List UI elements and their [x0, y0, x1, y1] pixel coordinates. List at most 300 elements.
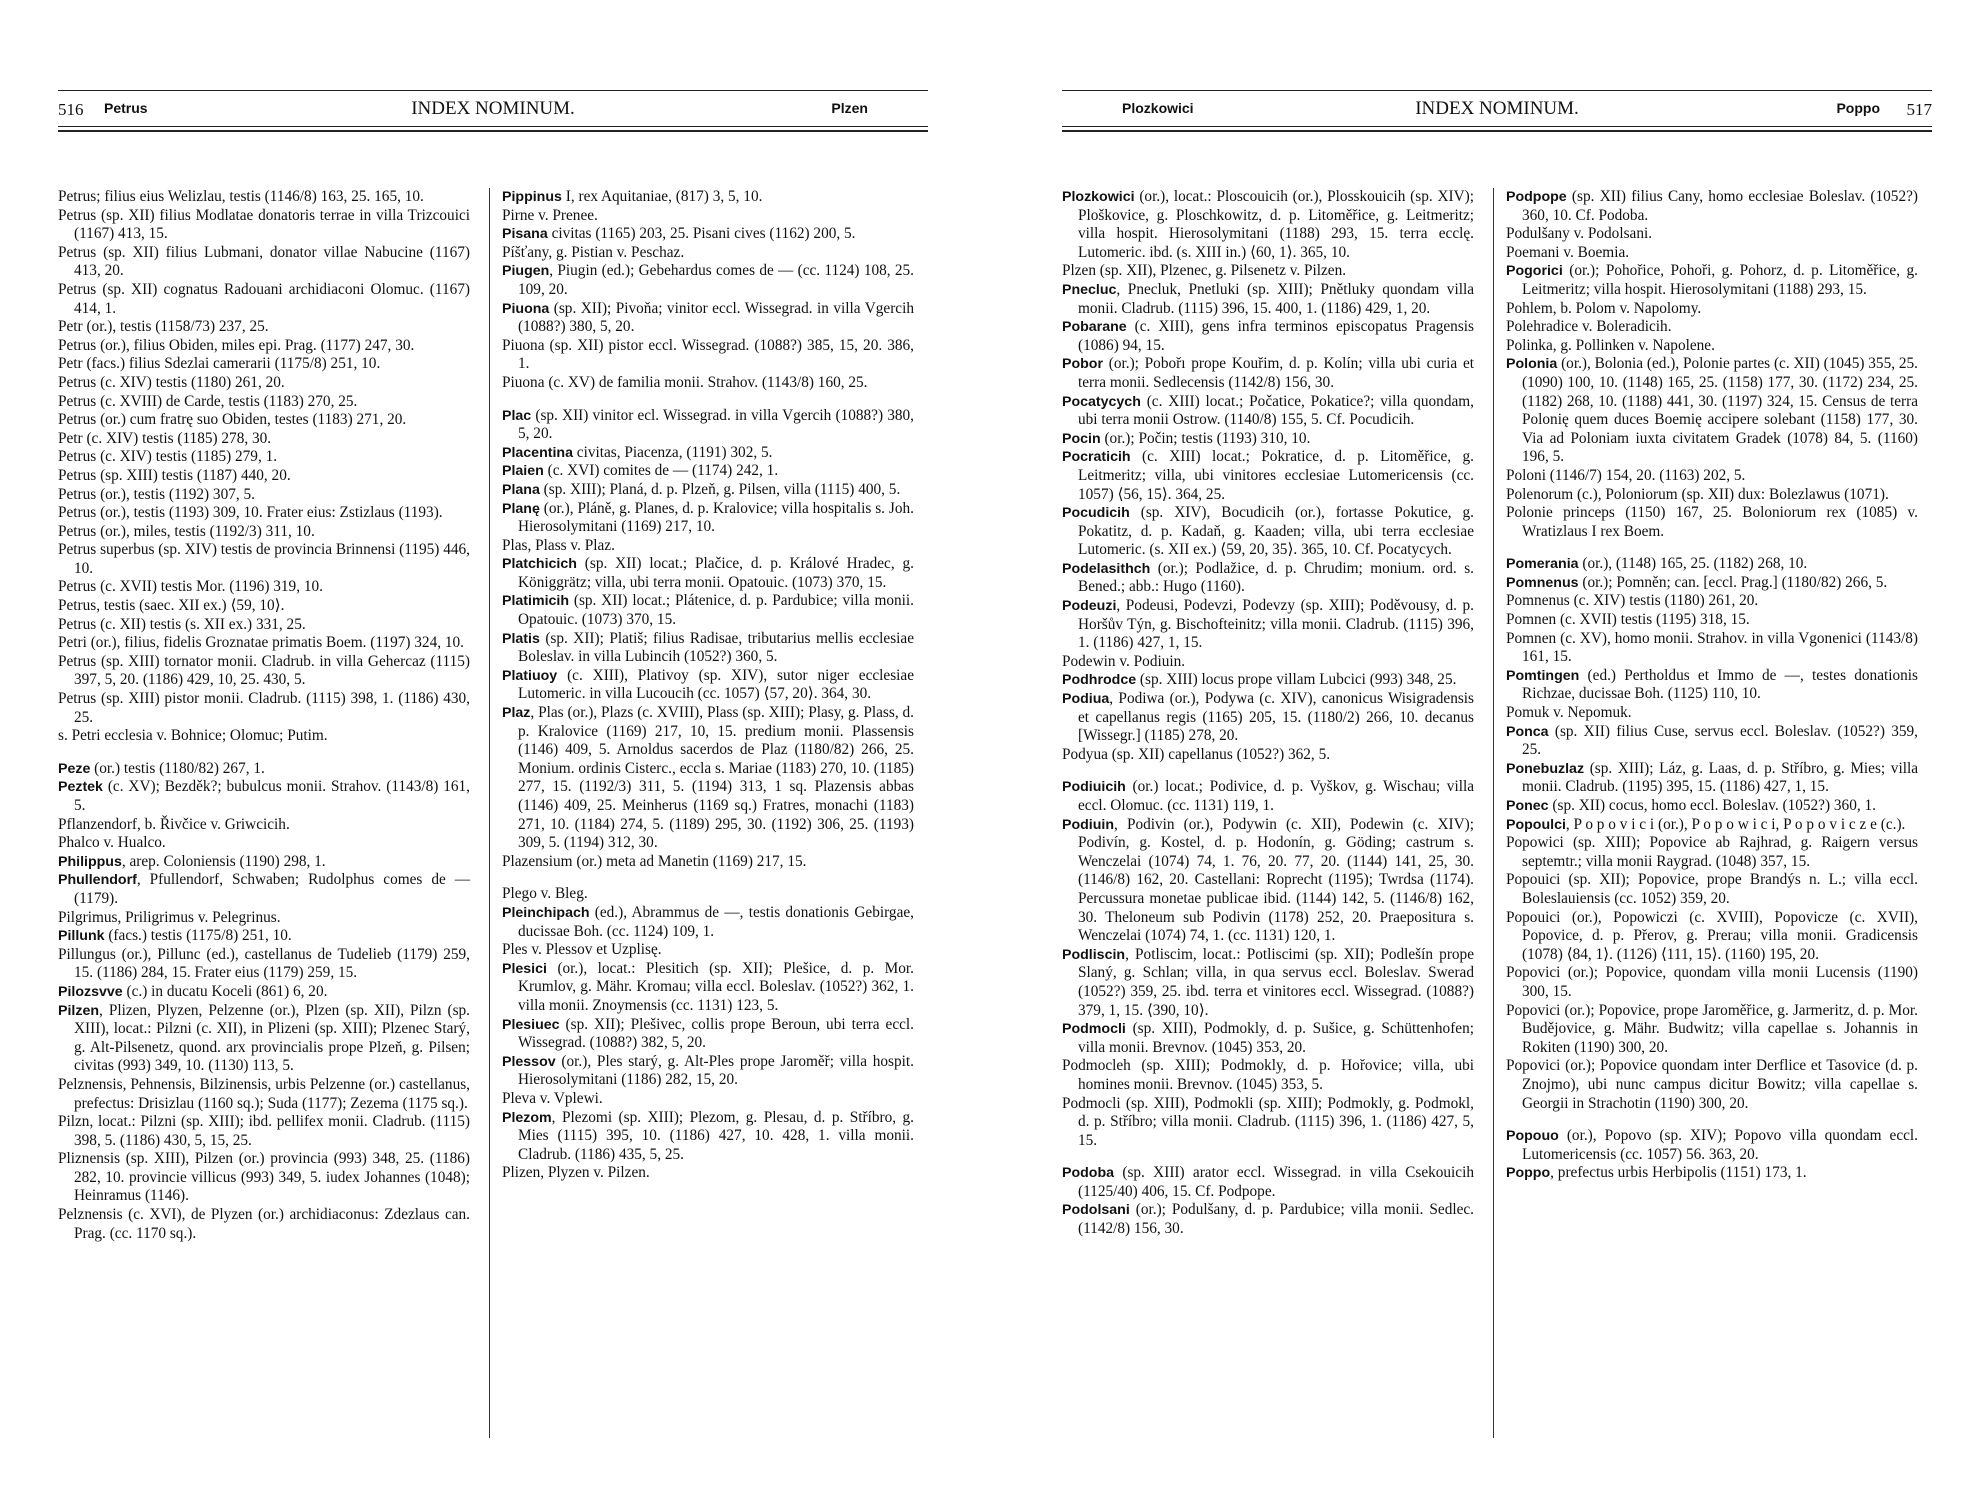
entry-text: Píšťany, g. Pistian v. Peschaz.	[502, 243, 685, 261]
entry-text: (sp. XII); Pivoňa; vinitor eccl. Wissegrad. in villa Vgercih (1088?) 380, 5, 20.	[518, 299, 914, 336]
index-entry	[1506, 816, 1918, 835]
header-rule-top	[1062, 90, 1932, 91]
entry-text: Ples v. Plessov et Uzplisę.	[502, 941, 662, 959]
entry-headword: Poppo	[1506, 1165, 1551, 1182]
index-entry	[58, 816, 470, 835]
entry-text: (c. XIII), Plativoy (sp. XIV), sutor niger ecclesiae Lutomeric. in villa Lucoucih (cc. 1057) ⟨57, 20⟩. 364, 30.	[518, 666, 914, 703]
index-entry	[1062, 653, 1474, 672]
index-entry	[1062, 597, 1474, 653]
index-entry	[58, 1206, 470, 1243]
entry-headword: Pomerania	[1506, 556, 1579, 573]
entry-headword: Philippus	[58, 853, 122, 870]
entry-text: Petrus (c. XVII) testis Mor. (1196) 319, 10.	[58, 578, 323, 596]
index-entry	[1062, 1095, 1474, 1151]
entry-text: Petrus (or.), miles, testis (1192/3) 311, 10.	[58, 522, 315, 540]
index-entry	[1062, 318, 1474, 355]
index-entry	[502, 941, 914, 960]
index-entry	[1062, 778, 1474, 815]
right-page	[1062, 0, 1932, 1500]
header-rule-bottom	[1062, 126, 1932, 127]
entry-text: (or.); Pomněn; can. [eccl. Prag.] (1180/82) 266, 5.	[1578, 573, 1888, 591]
index-entry	[1062, 448, 1474, 504]
entry-text: (or.); Počin; testis (1193) 310, 10.	[1100, 429, 1311, 447]
entry-text: (or.), Bolonia (ed.), Polonie partes (c. XII) (1045) 355, 25. (1090) 100, 10. (1148) 165, 25. (1158) 177, 30. (1172) 234, 25. (1182) 268, 10. (1188) 441, 30. (1197) 324, 15. Census de terra Polonię quem duces Boemię accipere solebant (1158) 177, 30. Via ad Poloniam iuxta civitatem Gradek (1078) 84, 5. (1160) 196, 5.	[1522, 355, 1918, 466]
entry-text: (sp. XIII), Podmokly, d. p. Sušice, g. Schüttenhofen; villa monii. Brevnov. (1045) 353, 20.	[1078, 1020, 1474, 1056]
entry-text: (or.), Popovo (sp. XIV); Popovo villa quondam eccl. Lutomericensis (cc. 1057) 56. 363, 20.	[1522, 1127, 1918, 1163]
entry-text: (sp. XII) cocus, homo eccl. Boleslav. (1052?) 360, 1.	[1548, 797, 1876, 814]
index-entry	[1506, 188, 1918, 225]
entry-text: Petrus (sp. XII) filius Modlatae donatoris terrae in villa Trizcouici (1167) 413, 15.	[58, 206, 470, 243]
index-entry	[502, 225, 914, 244]
index-entry	[502, 300, 914, 337]
index-entry	[1506, 262, 1918, 299]
entry-headword: Polonia	[1506, 356, 1558, 373]
index-entry	[58, 188, 470, 207]
entry-text: , Potliscim, locat.: Potliscimi (sp. XII); Podlešín prope Slaný, g. Schlan; villa, in qua servus eccl. Boleslav. Swerad (1052?) 359, 25. ibd. terra et vinitores eccl. Wissegrad. (1088?) 379, 1, 15. ⟨390, 10⟩.	[1078, 945, 1474, 1019]
entry-text: Petrus (sp. XII) cognatus Radouani archidiaconi Olomuc. (1167) 414, 1.	[58, 280, 470, 317]
entry-text: (or.), Pláně, g. Planes, d. p. Kralovice; villa hospitalis s. Joh. Hierosolymitani (1169) 217, 10.	[518, 499, 914, 536]
index-entry	[502, 592, 914, 629]
entry-text: Pilzn, locat.: Pilzni (sp. XIII); ibd. pellifex monii. Cladrub. (1115) 398, 5. (1186) 430, 5, 15, 25.	[58, 1113, 470, 1149]
entry-text: Petrus (or.), testis (1192) 307, 5.	[58, 485, 255, 503]
entry-text: Podmocli (sp. XIII), Podmokli (sp. XIII); Podmokly, g. Podmokl, d. p. Stříbro; villa monii. Cladrub. (1115) 396, 1. (1186) 427, 5, 15.	[1062, 1094, 1474, 1149]
entry-text: Petrus (or.), testis (1193) 309, 10. Frater eius: Zstizlaus (1193).	[58, 504, 443, 522]
index-entry	[58, 634, 470, 653]
index-entry	[1506, 504, 1918, 541]
entry-text: Phalco v. Hualco.	[58, 834, 166, 852]
entry-headword: Pocatycych	[1062, 393, 1141, 410]
index-entry	[58, 871, 470, 908]
entry-headword: Peze	[58, 760, 91, 777]
index-entry	[1506, 1127, 1918, 1164]
index-entry	[1506, 1164, 1918, 1183]
entry-text: (or.), locat.: Plesitich (sp. XII); Plešice, d. p. Mor. Krumlov, g. Mähr. Kromau; villa eccl. Boleslav. (1052?) 362, 1. villa monii. Znoymensis (cc. 1131) 123, 5.	[518, 959, 914, 1014]
left-page	[58, 0, 928, 1500]
index-entry	[1506, 1057, 1918, 1113]
entry-text: Poemani v. Boemia.	[1506, 243, 1630, 261]
index-entry	[1062, 746, 1474, 765]
entry-headword: Plaien	[502, 463, 544, 480]
entry-headword: Ponca	[1506, 723, 1549, 740]
entry-gap	[1062, 764, 1474, 778]
entry-text: Podyua (sp. XII) capellanus (1052?) 362, 5.	[1062, 745, 1331, 763]
index-entry	[502, 704, 914, 853]
entry-text: , arep. Coloniensis (1190) 298, 1.	[121, 852, 326, 870]
entry-text: Petr (facs.) filius Sdezlai camerarii (1175/8) 251, 10.	[58, 355, 381, 373]
index-entry	[58, 467, 470, 486]
index-entry	[58, 909, 470, 928]
entry-text: Petrus (sp. XIII) pistor monii. Cladrub. (1115) 398, 1. (1186) 430, 25.	[58, 690, 470, 726]
index-entry	[1506, 611, 1918, 630]
page-title: INDEX NOMINUM.	[411, 98, 575, 119]
entry-text: Petrus (or.), filius Obiden, miles epi. Prag. (1177) 247, 30.	[58, 336, 415, 354]
entry-headword: Pomtingen	[1506, 667, 1580, 684]
entry-headword: Podelasithch	[1062, 560, 1151, 577]
entry-text: , Podiwa (or.), Podywa (c. XIV), canonicus Wisigradensis et capellanus regis (1165) 205, 15. (1180/2) 266, 10. decanus [Wissegr.] (1185) 278, 20.	[1078, 690, 1474, 745]
index-entry	[502, 853, 914, 872]
entry-text: (sp. XIV), Bocudicih (or.), fortasse Pokutice, g. Pokatitz, d. p. Kadaň, g. Kaaden; villa, ubi terra ecclesiae Lutomeric. (s. XII ex.) ⟨59, 20, 35⟩. 365, 10. Cf. Pocatycych.	[1078, 504, 1474, 559]
entry-text: Podulšany v. Podolsani.	[1506, 225, 1653, 243]
index-entry	[1062, 671, 1474, 690]
entry-gap	[58, 746, 470, 760]
entry-headword: Piugen	[502, 263, 550, 280]
entry-headword: Pippinus	[502, 189, 562, 205]
entry-text: Pelznensis, Pehnensis, Bilzinensis, urbis Pelzenne (or.) castellanus, prefectus: Drisizlau (1160 sq.); Suda (1177); Zezema (1175 sq.).	[58, 1075, 470, 1112]
entry-headword: Popouo	[1506, 1128, 1559, 1145]
entry-headword: Pobarane	[1062, 319, 1127, 336]
index-entry	[58, 337, 470, 356]
entry-text: Pillungus (or.), Pillunc (ed.), castellanus de Tudelieb (1179) 259, 15. (1186) 284, 15. Frater eius (1179) 259, 15.	[58, 945, 470, 982]
index-entry	[502, 1090, 914, 1109]
entry-text: civitas, Piacenza, (1191) 302, 5.	[572, 443, 773, 461]
index-entry	[1506, 355, 1918, 467]
index-entry	[1062, 504, 1474, 560]
index-entry	[58, 541, 470, 578]
index-entry	[1062, 690, 1474, 746]
entry-gap	[1506, 1113, 1918, 1127]
entry-text: Petr (or.), testis (1158/73) 237, 25.	[58, 318, 269, 336]
entry-headword: Plaz	[502, 705, 531, 722]
entry-text: (sp. XII) filius Cany, homo ecclesiae Boleslav. (1052?) 360, 10. Cf. Podoba.	[1522, 188, 1918, 224]
index-entry	[502, 555, 914, 592]
entry-headword: Plezom	[502, 1109, 552, 1126]
entry-text: Plego v. Bleg.	[502, 885, 588, 903]
index-entry	[58, 448, 470, 467]
entry-headword: Pnecluc	[1062, 281, 1117, 298]
index-entry	[58, 946, 470, 983]
entry-text: (ed.), Abrammus de —, testis donationis Gebirgae, ducissae Boh. (cc. 1124) 109, 1.	[518, 903, 914, 940]
entry-text: Popowici (sp. XIII); Popovice ab Rajhrad, g. Raigern versus septemtr.; villa monii Raygrad. (1048) 357, 15.	[1506, 834, 1918, 870]
entry-headword: Pilzen	[58, 1002, 99, 1019]
index-entry	[58, 504, 470, 523]
entry-headword: Ponebuzlaz	[1506, 760, 1585, 777]
entry-text: Plas, Plass v. Plaz.	[502, 536, 615, 554]
entry-text: Pohlem, b. Polom v. Napolomy.	[1506, 299, 1702, 317]
entry-text: (sp. XII); Plešivec, collis prope Beroun, ubi terra eccl. Wissegrad. (1088?) 382, 5, 20.	[518, 1015, 914, 1052]
entry-headword: Pillunk	[58, 928, 105, 945]
entry-text: Pomnen (c. XV), homo monii. Strahov. in villa Vgonenici (1143/8) 161, 15.	[1506, 629, 1918, 666]
entry-text: (sp. XII) locat.; Plačice, d. p. Králové Hradec, g. Königgrätz; villa, ubi terra monii. Opatouic. (1073) 370, 15.	[518, 555, 914, 591]
entry-headword: Placentina	[502, 444, 573, 461]
entry-text: Pelznensis (c. XVI), de Plyzen (or.) archidiaconus: Zdezlaus can. Prag. (cc. 1170 sq.).	[58, 1206, 470, 1242]
index-entry	[502, 374, 914, 393]
index-entry	[1506, 337, 1918, 356]
index-entry	[1506, 909, 1918, 965]
index-entry	[502, 960, 914, 1016]
entry-text: (c. XIII) locat.; Počatice, Pokatice?; villa quondam, ubi terra monii Ostrow. (1140/8) 155, 5. Cf. Pocudicih.	[1078, 392, 1474, 429]
entry-headword: Pilozsvve	[58, 983, 123, 1000]
entry-text: Pflanzendorf, b. Řivčice v. Griwcicih.	[58, 815, 290, 833]
entry-text: , Plizen, Plyzen, Pelzenne (or.), Plzen (sp. XII), Pilzn (sp. XIII), locat.: Pilzni (c. XII), in Plizeni (sp. XIII); Plzenec Starý, g. Alt-Pilsenetz, quond. arx provincialis prope Plzeň, g. Pilsen; civitas (993) 349, 10. (1130) 113, 5.	[74, 1001, 470, 1075]
index-entry	[1506, 318, 1918, 337]
index-entry	[502, 262, 914, 299]
entry-gap	[1062, 1150, 1474, 1164]
index-entry	[58, 486, 470, 505]
header-last-entry: Poppo	[1836, 100, 1880, 116]
entry-text: Podewin v. Podiuin.	[1062, 652, 1186, 670]
entry-headword: Podoba	[1062, 1165, 1115, 1182]
index-entry	[502, 667, 914, 704]
index-entry	[1062, 1201, 1474, 1238]
entry-headword: Pisana	[502, 226, 548, 243]
index-entry	[1506, 723, 1918, 760]
index-entry	[58, 983, 470, 1002]
index-entry	[502, 1016, 914, 1053]
column-divider	[489, 188, 490, 1438]
entry-text: (c. XV); Bezděk?; bubulcus monii. Strahov. (1143/8) 161, 5.	[74, 778, 470, 814]
entry-text: Poloni (1146/7) 154, 20. (1163) 202, 5.	[1506, 466, 1746, 484]
entry-text: (sp. XII) locat.; Plátenice, d. p. Pardubice; villa monii. Opatouic. (1073) 370, 15.	[518, 592, 914, 629]
index-entry	[58, 1076, 470, 1113]
entry-text: (facs.) testis (1175/8) 251, 10.	[104, 927, 292, 945]
entry-headword: Podiuin	[1062, 816, 1115, 833]
entry-text: , Pfullendorf, Schwaben; Rudolphus comes de — (1179).	[74, 871, 470, 907]
index-entry	[58, 653, 470, 690]
page-title: INDEX NOMINUM.	[1415, 98, 1579, 119]
entry-text: Podmocleh (sp. XIII); Podmokly, d. p. Hořovice; villa, ubi homines monii. Brevnov. (1045) 353, 5.	[1062, 1057, 1474, 1093]
entry-text: civitas (1165) 203, 25. Pisani cives (1162) 200, 5.	[547, 225, 856, 243]
index-entry	[58, 355, 470, 374]
entry-text: (or.); Podlažice, d. p. Chrudim; monium. ord. s. Bened.; abb.: Hugo (1160).	[1078, 559, 1474, 596]
entry-text: , P o p o v i c i (or.), P o p o w i c i, P o p o v i c z e (c.).	[1565, 815, 1906, 833]
index-entry	[1506, 486, 1918, 505]
entry-headword: Pocudicih	[1062, 505, 1130, 522]
index-entry	[58, 318, 470, 337]
entry-headword: Platis	[502, 630, 540, 647]
entry-text: (c. XVI) comites de — (1174) 242, 1.	[543, 462, 779, 480]
entry-headword: Platiuoy	[502, 667, 558, 684]
index-column	[1506, 188, 1918, 1183]
index-entry	[1062, 816, 1474, 946]
entry-text: Petr (c. XIV) testis (1185) 278, 30.	[58, 429, 272, 447]
index-entry	[1062, 1164, 1474, 1201]
entry-headword: Plesiuec	[502, 1016, 560, 1033]
index-entry	[58, 393, 470, 412]
entry-headword: Podolsani	[1062, 1202, 1130, 1219]
entry-headword: Phullendorf	[58, 872, 137, 889]
index-entry	[58, 281, 470, 318]
header-rule-double	[58, 130, 928, 132]
index-entry	[502, 630, 914, 667]
index-entry	[1506, 300, 1918, 319]
index-column	[1062, 188, 1474, 1239]
index-entry	[58, 523, 470, 542]
index-entry	[58, 927, 470, 946]
entry-text: (c. XIII), gens infra terminos episcopatus Pragensis (1086) 94, 15.	[1078, 318, 1474, 354]
entry-text: Petrus; filius eius Welizlau, testis (1146/8) 163, 25. 165, 10.	[58, 188, 424, 205]
index-entry	[1062, 188, 1474, 262]
header-first-entry: Plozkowici	[1122, 100, 1194, 116]
entry-text: , prefectus urbis Herbipolis (1151) 173, 1.	[1550, 1164, 1807, 1182]
index-entry	[58, 411, 470, 430]
entry-text: (sp. XII) filius Cuse, servus eccl. Boleslav. (1052?) 359, 25.	[1522, 722, 1918, 759]
entry-text: Piuona (c. XV) de familia monii. Strahov. (1143/8) 160, 25.	[502, 373, 868, 391]
entry-text: (ed.) Pertholdus et Immo de —, testes donationis Richzae, ducissae Boh. (1125) 110, 10.	[1522, 666, 1918, 703]
index-entry	[1506, 704, 1918, 723]
entry-text: Petrus (sp. XIII) testis (1187) 440, 20.	[58, 466, 291, 484]
index-entry	[58, 1113, 470, 1150]
index-entry	[58, 244, 470, 281]
index-entry	[502, 444, 914, 463]
index-entry	[58, 690, 470, 727]
entry-text: Popouici (sp. XII); Popovice, prope Brandýs n. L.; villa eccl. Boleslauiensis (cc. 1052) 359, 20.	[1506, 871, 1918, 907]
index-entry	[58, 207, 470, 244]
index-entry	[58, 578, 470, 597]
index-entry	[1062, 393, 1474, 430]
entry-headword: Piuona	[502, 300, 550, 317]
entry-text: (or.) testis (1180/82) 267, 1.	[90, 759, 265, 777]
index-entry	[502, 904, 914, 941]
entry-text: (or.); Pohořice, Pohoři, g. Pohorz, d. p. Litoměřice, g. Leitmeritz; villa hospit. Hierosolymitani (1188) 293, 15.	[1522, 262, 1918, 298]
index-entry	[58, 1002, 470, 1076]
entry-text: Pilgrimus, Priligrimus v. Pelegrinus.	[58, 908, 281, 926]
entry-text: (sp. XIII) arator eccl. Wissegrad. in villa Csekouicih (1125/40) 406, 15. Cf. Podpope.	[1078, 1164, 1474, 1200]
header-rule-bottom	[58, 126, 928, 127]
index-entry	[58, 597, 470, 616]
index-entry	[1506, 834, 1918, 871]
entry-text: Polehradice v. Boleradicih.	[1506, 318, 1672, 336]
index-entry	[58, 778, 470, 815]
entry-headword: Plozkowici	[1062, 189, 1135, 205]
entry-text: Petrus superbus (sp. XIV) testis de provincia Brinnensi (1195) 446, 10.	[58, 541, 470, 577]
entry-text: , Plezomi (sp. XIII); Plezom, g. Plesau, d. p. Stříbro, g. Mies (1115) 395, 10. (1186) 427, 10. 428, 1. villa monii. Cladrub. (1186) 435, 5, 25.	[518, 1108, 914, 1163]
index-entry	[1506, 467, 1918, 486]
entry-headword: Pogorici	[1506, 263, 1563, 280]
entry-text: Petrus (c. XVIII) de Carde, testis (1183) 270, 25.	[58, 392, 358, 410]
entry-text: Polonie princeps (1150) 167, 25. Boloniorum rex (1085) v. Wratizlaus I rex Boem.	[1506, 504, 1918, 540]
entry-text: , Plas (or.), Plazs (c. XVIII), Plass (sp. XIII); Plasy, g. Plass, d. p. Kralovice (1169) 217, 10, 15. predium monii. Plassensis (1146) 409, 5. Arnoldus sacerdos de Plaz (1180/82) 266, 25. Monium. ordinis Cisterc., eccla s. Mariae (1183) 270, 10. (1185) 277, 15. (1192/3) 311, 5. (1194) 313, 1 sq. Plazensis abbas (1146) 409, 25. Meinherus (1169 sq.) Fratres, monachi (1183) 271, 10. (1184) 274, 5. (1189) 295, 30. (1192) 306, 25. (1193) 309, 5. (1194) 312, 30.	[518, 704, 914, 852]
index-entry	[502, 537, 914, 556]
entry-text: I, rex Aquitaniae, (817) 3, 5, 10.	[561, 188, 763, 205]
entry-text: Popovici (or.); Popovice, quondam villa monii Lucensis (1190) 300, 15.	[1506, 964, 1918, 1000]
index-entry	[58, 834, 470, 853]
index-entry	[58, 760, 470, 779]
index-entry	[1062, 946, 1474, 1020]
entry-text: (or.), locat.: Ploscouicih (or.), Plosskouicih (sp. XIV); Ploškovice, g. Ploschkowitz, d. p. Litoměřice, g. Leitmeritz; villa hospit. Hierosolymitani (1188) 293, 15. terra ecclę. Lutomeric. ibd. (s. XIII in.) ⟨60, 1⟩. 365, 10.	[1078, 188, 1474, 261]
entry-text: Petrus (or.) cum fratrę suo Obiden, testes (1183) 271, 20.	[58, 411, 407, 429]
index-entry	[502, 1053, 914, 1090]
index-entry	[1506, 555, 1918, 574]
index-entry	[1062, 355, 1474, 392]
entry-headword: Ponec	[1506, 798, 1549, 814]
entry-headword: Platchicich	[502, 556, 577, 573]
entry-headword: Plana	[502, 481, 540, 498]
index-entry	[1506, 244, 1918, 263]
entry-text: (sp. XIII) locus prope villam Lubcici (993) 348, 25.	[1136, 671, 1457, 689]
index-entry	[502, 244, 914, 263]
entry-text: (or.), (1148) 165, 25. (1182) 268, 10.	[1578, 555, 1808, 573]
entry-text: Petrus, testis (saec. XII ex.) ⟨59, 10⟩.	[58, 597, 285, 615]
page-header	[1062, 98, 1932, 126]
entry-gap	[502, 871, 914, 885]
entry-text: (c.) in ducatu Koceli (861) 6, 20.	[122, 982, 328, 1000]
entry-headword: Platimicih	[502, 593, 570, 610]
header-rule-double	[1062, 130, 1932, 132]
index-entry	[502, 481, 914, 500]
entry-text: Popouici (or.), Popowiczi (c. XVIII), Popovicze (c. XVII), Popovice, d. p. Přerov, g. Prerau; villa monii. Gradicensis (1078) ⟨84, 1⟩. (1126) ⟨111, 15⟩. (1160) 195, 20.	[1506, 908, 1918, 963]
entry-text: (or.) locat.; Podivice, d. p. Vyškov, g. Wischau; villa eccl. Olomuc. (cc. 1131) 119, 1.	[1078, 778, 1474, 814]
entry-text: Petrus (sp. XIII) tornator monii. Cladrub. in villa Gehercaz (1115) 397, 5, 20. (1186) 429, 10, 25. 430, 5.	[58, 652, 470, 689]
entry-headword: Podpope	[1506, 189, 1567, 205]
entry-text: (or.), Ples starý, g. Alt-Ples prope Jaroměř; villa hospit. Hierosolymitani (1186) 282, 15, 20.	[518, 1052, 914, 1089]
entry-text: Petri (or.), filius, fidelis Groznatae primatis Boem. (1197) 324, 10.	[58, 634, 464, 652]
entry-text: Petrus (c. XIV) testis (1185) 279, 1.	[58, 448, 278, 466]
entry-text: Plazensium (or.) meta ad Manetin (1169) 217, 15.	[502, 852, 807, 870]
entry-headword: Pocraticih	[1062, 449, 1131, 466]
entry-headword: Plac	[502, 407, 532, 424]
index-column	[502, 188, 914, 1183]
index-entry	[1506, 760, 1918, 797]
entry-text: (sp. XIII); Láz, g. Laas, d. p. Stříbro, g. Mies; villa monii. Cladrub. (1195) 395, 15. (1186) 427, 1, 15.	[1522, 759, 1918, 796]
entry-headword: Podliscin	[1062, 946, 1126, 963]
entry-headword: Plessov	[502, 1053, 556, 1070]
index-entry	[1062, 262, 1474, 281]
entry-headword: Pobor	[1062, 356, 1103, 373]
index-entry	[502, 1164, 914, 1183]
entry-text: (sp. XIII); Planá, d. p. Plzeň, g. Pilsen, villa (1115) 400, 5.	[539, 480, 901, 498]
entry-headword: Planę	[502, 500, 540, 517]
column-divider	[1493, 188, 1494, 1438]
index-entry	[1062, 281, 1474, 318]
index-entry	[1062, 1057, 1474, 1094]
index-entry	[502, 188, 914, 207]
entry-text: Petrus (c. XIV) testis (1180) 261, 20.	[58, 373, 285, 391]
index-entry	[1506, 797, 1918, 816]
index-entry	[1506, 667, 1918, 704]
entry-headword: Podeuzi	[1062, 598, 1117, 615]
index-entry	[502, 207, 914, 226]
entry-text: Petrus (sp. XII) filius Lubmani, donator villae Nabucine (1167) 413, 20.	[58, 243, 470, 280]
index-entry	[1506, 1002, 1918, 1058]
entry-text: , Pnecluk, Pnetluki (sp. XIII); Pnětluky quondam villa monii. Cladrub. (1115) 396, 15. 400, 1. (1186) 429, 1, 20.	[1078, 280, 1474, 317]
entry-text: (sp. XII); Platiš; filius Radisae, tributarius mellis ecclesiae Boleslav. in villa Lubincih (1052?) 360, 5.	[518, 629, 914, 666]
index-entry	[58, 616, 470, 635]
index-entry	[58, 727, 470, 746]
index-entry	[1506, 871, 1918, 908]
index-entry	[1062, 430, 1474, 449]
entry-headword: Podiuicih	[1062, 779, 1126, 796]
index-entry	[1506, 574, 1918, 593]
index-entry	[1506, 225, 1918, 244]
index-entry	[58, 1150, 470, 1206]
index-entry	[1506, 592, 1918, 611]
header-last-entry: Plzen	[831, 100, 868, 116]
entry-text: Popovici (or.); Popovice quondam inter Derflice et Tasovice (d. p. Znojmo), ubi nunc campus dicitur Bowitz; villa capellae s. Georgii in Strachotin (1190) 300, 20.	[1506, 1057, 1918, 1112]
index-entry	[502, 407, 914, 444]
entry-text: Petrus (c. XII) testis (s. XII ex.) 331, 25.	[58, 615, 306, 633]
index-entry	[1062, 1020, 1474, 1057]
entry-text: Plzen (sp. XII), Plzenec, g. Pilsenetz v. Pilzen.	[1062, 262, 1347, 280]
entry-text: , Piugin (ed.); Gebehardus comes de — (cc. 1124) 108, 25. 109, 20.	[518, 262, 914, 298]
entry-headword: Podhrodce	[1062, 672, 1137, 689]
page-number: 517	[1906, 100, 1932, 119]
page-number: 516	[58, 100, 84, 119]
entry-text: Polinka, g. Pollinken v. Napolene.	[1506, 336, 1715, 354]
entry-text: (or.); Podulšany, d. p. Pardubice; villa monii. Sedlec. (1142/8) 156, 30.	[1078, 1201, 1474, 1238]
entry-headword: Podmocli	[1062, 1021, 1126, 1038]
entry-headword: Peztek	[58, 779, 103, 796]
index-column	[58, 188, 470, 1243]
index-entry	[1506, 630, 1918, 667]
index-entry	[502, 1109, 914, 1165]
entry-text: Piuona (sp. XII) pistor eccl. Wissegrad. (1088?) 385, 15, 20. 386, 1.	[502, 336, 914, 373]
page-header	[58, 98, 928, 126]
entry-text: , Podivin (or.), Podywin (c. XII), Podewin (c. XIV); Podivín, g. Kostel, d. p. Hodonín, g. Göding; castrum s. Wenczelai (1074) 74, 1. 76, 20. 77, 20. (1144) 141, 25, 30. (1146/8) 162, 20. Castellani: Roprecht (1195); Twrdsa (1174). Percussura monetae publicae ibid. (1144) 142, 5. (1146/8) 162, 30. Theloneum sub Podivin (1178) 252, 20. Praepositura s. Wenczelai (1074) 74, 1. (cc. 1131) 120, 1.	[1078, 815, 1474, 945]
index-entry	[58, 430, 470, 449]
entry-text: (c. XIII) locat.; Pokratice, d. p. Litoměřice, g. Leitmeritz; villa, ubi vinitores ecclesiae Lutomericensis (cc. 1057) ⟨56, 15⟩. 364, 25.	[1078, 448, 1474, 503]
entry-text: Pomnenus (c. XIV) testis (1180) 261, 20.	[1506, 592, 1759, 610]
entry-headword: Plesici	[502, 960, 547, 977]
